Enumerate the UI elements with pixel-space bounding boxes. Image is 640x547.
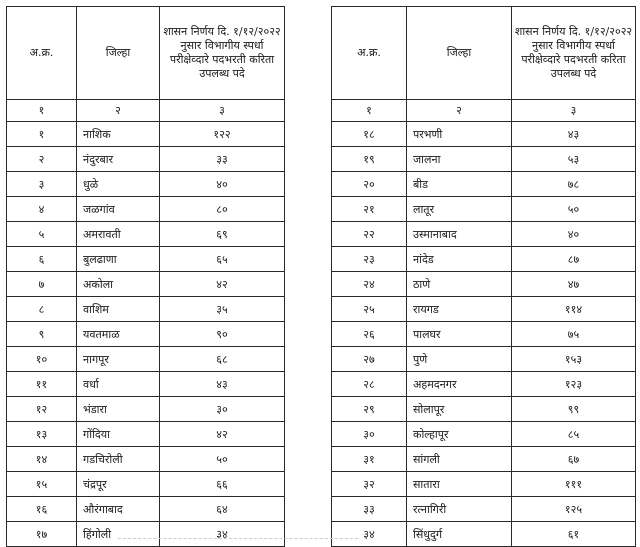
row-posts: ९० [160, 322, 285, 347]
row-posts: ६७ [512, 447, 636, 472]
table-row [332, 497, 636, 522]
column-gutter [284, 6, 331, 542]
row-district: नांदेड [407, 247, 512, 272]
row-district: नागपूर [77, 347, 160, 372]
column-index-3: ३ [512, 100, 636, 122]
table-row [332, 447, 636, 472]
row-serial: ८ [7, 297, 77, 322]
row-serial: ३२ [332, 472, 407, 497]
row-serial: ९ [7, 322, 77, 347]
row-serial: २९ [332, 397, 407, 422]
row-posts: ८७ [512, 247, 636, 272]
table-row [332, 247, 636, 272]
row-serial: १ [7, 122, 77, 147]
table-row [332, 172, 636, 197]
table-row [332, 472, 636, 497]
table-row [7, 197, 285, 222]
row-posts: ९९ [512, 397, 636, 422]
header-serial: अ.क्र. [332, 7, 407, 100]
row-serial: १० [7, 347, 77, 372]
table-row [332, 397, 636, 422]
row-posts: ३५ [160, 297, 285, 322]
table-row [332, 297, 636, 322]
row-posts: ८५ [512, 422, 636, 447]
row-district: गडचिरोली [77, 447, 160, 472]
row-posts: ७८ [512, 172, 636, 197]
table-row [7, 222, 285, 247]
table-row [332, 197, 636, 222]
table-row [332, 272, 636, 297]
row-serial: १३ [7, 422, 77, 447]
row-posts: ५० [160, 447, 285, 472]
row-district: औरंगाबाद [77, 497, 160, 522]
row-posts: ६१ [512, 522, 636, 547]
district-posts-table-right [331, 6, 636, 547]
row-serial: २० [332, 172, 407, 197]
row-serial: १७ [7, 522, 77, 547]
row-posts: ५० [512, 197, 636, 222]
row-district: चंद्रपूर [77, 472, 160, 497]
row-district: पालघर [407, 322, 512, 347]
table-row [7, 172, 285, 197]
row-posts: ६८ [160, 347, 285, 372]
row-serial: १२ [7, 397, 77, 422]
row-serial: २६ [332, 322, 407, 347]
table-body-left [7, 122, 285, 547]
table-row [7, 497, 285, 522]
table-row [7, 322, 285, 347]
table-row [7, 447, 285, 472]
row-serial: ५ [7, 222, 77, 247]
table-row [332, 372, 636, 397]
table-row [7, 422, 285, 447]
row-serial: ७ [7, 272, 77, 297]
row-district: परभणी [407, 122, 512, 147]
column-index-1: १ [7, 100, 77, 122]
table-row [332, 422, 636, 447]
row-district: कोल्हापूर [407, 422, 512, 447]
row-district: सोलापूर [407, 397, 512, 422]
row-district: वर्धा [77, 372, 160, 397]
row-serial: २२ [332, 222, 407, 247]
row-posts: ४० [160, 172, 285, 197]
row-district: रायगड [407, 297, 512, 322]
row-posts: ४३ [512, 122, 636, 147]
row-serial: २८ [332, 372, 407, 397]
row-district: गोंदिया [77, 422, 160, 447]
header-posts: शासन निर्णय दि. १/१२/२०२२ नुसार विभागीय स्पर्धा परीक्षेव्दारे पदभरती करिता उपलब्ध पदे [512, 7, 636, 100]
table-row [332, 522, 636, 547]
header-district: जिल्हा [407, 7, 512, 100]
row-serial: २ [7, 147, 77, 172]
row-posts: १११ [512, 472, 636, 497]
row-posts: ३४ [160, 522, 285, 547]
row-serial: २७ [332, 347, 407, 372]
table-row [332, 347, 636, 372]
row-district: सातारा [407, 472, 512, 497]
row-district: नंदुरबार [77, 147, 160, 172]
row-posts: ७५ [512, 322, 636, 347]
column-index-row [7, 100, 285, 122]
row-district: लातूर [407, 197, 512, 222]
header-serial: अ.क्र. [7, 7, 77, 100]
row-posts: १५३ [512, 347, 636, 372]
row-district: अमरावती [77, 222, 160, 247]
table-row [332, 222, 636, 247]
district-posts-table-left [6, 6, 285, 547]
row-district: पुणे [407, 347, 512, 372]
row-posts: ३० [160, 397, 285, 422]
header-posts: शासन निर्णय दि. १/१२/२०२२ नुसार विभागीय स्पर्धा परीक्षेव्दारे पदभरती करिता उपलब्ध पदे [160, 7, 285, 100]
row-serial: ६ [7, 247, 77, 272]
row-district: जळगांव [77, 197, 160, 222]
row-district: अकोला [77, 272, 160, 297]
row-posts: ६९ [160, 222, 285, 247]
row-posts: ४२ [160, 272, 285, 297]
column-index-2: २ [77, 100, 160, 122]
row-serial: १६ [7, 497, 77, 522]
table-row [7, 122, 285, 147]
row-posts: १२२ [160, 122, 285, 147]
table-body-right [332, 122, 636, 547]
row-posts: ४२ [160, 422, 285, 447]
row-serial: ३३ [332, 497, 407, 522]
table-row [7, 297, 285, 322]
row-district: हिंगोली [77, 522, 160, 547]
row-serial: ३ [7, 172, 77, 197]
row-district: अहमदनगर [407, 372, 512, 397]
column-index-2: २ [407, 100, 512, 122]
row-posts: ६५ [160, 247, 285, 272]
scan-edge-mark [118, 538, 358, 543]
row-serial: ४ [7, 197, 77, 222]
row-serial: १५ [7, 472, 77, 497]
row-posts: ४३ [160, 372, 285, 397]
row-serial: ३० [332, 422, 407, 447]
table-row [7, 472, 285, 497]
row-posts: ६६ [160, 472, 285, 497]
row-serial: २१ [332, 197, 407, 222]
column-index-3: ३ [160, 100, 285, 122]
row-serial: १४ [7, 447, 77, 472]
row-district: जालना [407, 147, 512, 172]
row-serial: ३४ [332, 522, 407, 547]
row-posts: ११४ [512, 297, 636, 322]
row-district: बुलढाणा [77, 247, 160, 272]
table-row [7, 247, 285, 272]
row-posts: ६४ [160, 497, 285, 522]
row-posts: ४० [512, 222, 636, 247]
row-posts: ३३ [160, 147, 285, 172]
row-district: उस्मानाबाद [407, 222, 512, 247]
row-posts: ५३ [512, 147, 636, 172]
row-posts: १२५ [512, 497, 636, 522]
row-posts: ८० [160, 197, 285, 222]
header-district: जिल्हा [77, 7, 160, 100]
row-posts: ४७ [512, 272, 636, 297]
row-district: सिंधुदुर्ग [407, 522, 512, 547]
row-serial: ११ [7, 372, 77, 397]
row-district: यवतमाळ [77, 322, 160, 347]
row-serial: १८ [332, 122, 407, 147]
table-row [332, 122, 636, 147]
row-serial: २३ [332, 247, 407, 272]
table-row [7, 347, 285, 372]
row-district: सांगली [407, 447, 512, 472]
table-row [7, 372, 285, 397]
table-row [332, 322, 636, 347]
table-row [7, 147, 285, 172]
row-serial: ३१ [332, 447, 407, 472]
column-index-1: १ [332, 100, 407, 122]
row-district: धुळे [77, 172, 160, 197]
row-district: वाशिम [77, 297, 160, 322]
row-district: बीड [407, 172, 512, 197]
column-index-row [332, 100, 636, 122]
row-district: नाशिक [77, 122, 160, 147]
row-serial: २४ [332, 272, 407, 297]
row-serial: २५ [332, 297, 407, 322]
table-row [7, 272, 285, 297]
row-serial: १९ [332, 147, 407, 172]
table-row [332, 147, 636, 172]
row-district: भंडारा [77, 397, 160, 422]
table-row [7, 397, 285, 422]
table-header-row [332, 7, 636, 100]
row-posts: १२३ [512, 372, 636, 397]
row-district: ठाणे [407, 272, 512, 297]
table-header-row [7, 7, 285, 100]
row-district: रत्नागिरी [407, 497, 512, 522]
